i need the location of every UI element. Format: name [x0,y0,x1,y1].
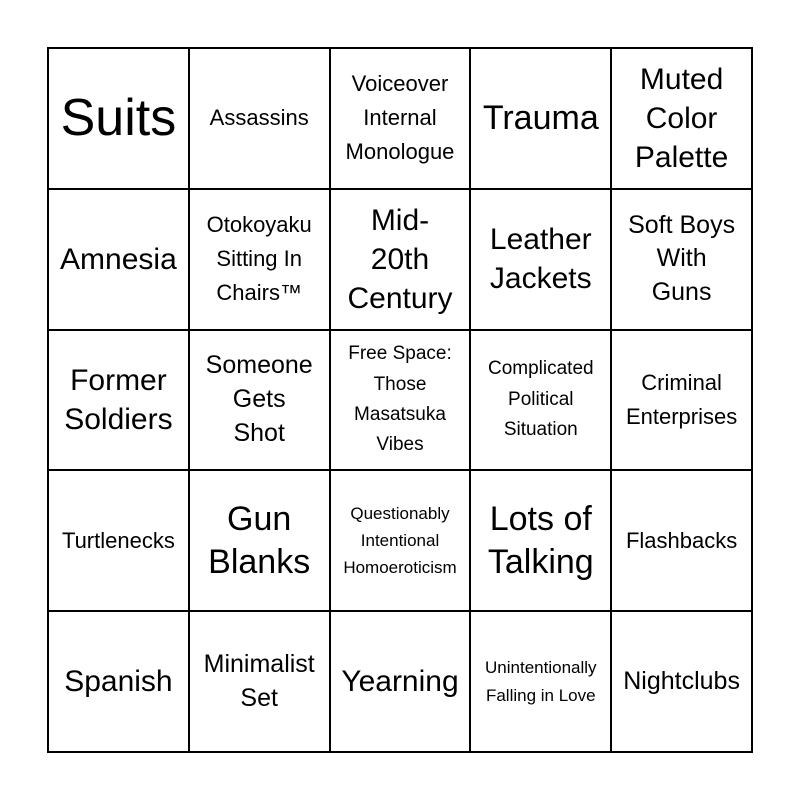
bingo-cell[interactable]: Assassins [189,48,330,189]
bingo-cell[interactable]: Amnesia [48,189,189,330]
bingo-cell[interactable]: Questionably Intentional Homoeroticism [330,470,471,611]
bingo-cell[interactable]: Muted Color Palette [611,48,752,189]
bingo-cell[interactable]: Someone Gets Shot [189,330,330,471]
bingo-cell[interactable]: Leather Jackets [470,189,611,330]
bingo-cell[interactable]: Mid- 20th Century [330,189,471,330]
bingo-cell[interactable]: Flashbacks [611,470,752,611]
bingo-cell[interactable]: Suits [48,48,189,189]
bingo-cell[interactable]: Turtlenecks [48,470,189,611]
bingo-board [47,47,753,753]
bingo-cell[interactable]: Trauma [470,48,611,189]
bingo-cell[interactable]: Spanish [48,611,189,752]
bingo-cell[interactable]: Gun Blanks [189,470,330,611]
bingo-cell[interactable]: Lots of Talking [470,470,611,611]
bingo-cell[interactable]: Unintentionally Falling in Love [470,611,611,752]
bingo-cell[interactable]: Former Soldiers [48,330,189,471]
bingo-cell[interactable]: Soft Boys With Guns [611,189,752,330]
bingo-cell[interactable]: Nightclubs [611,611,752,752]
bingo-cell[interactable]: Voiceover Internal Monologue [330,48,471,189]
bingo-cell[interactable]: Complicated Political Situation [470,330,611,471]
bingo-cell[interactable]: Minimalist Set [189,611,330,752]
free-space-cell[interactable]: Free Space: Those Masatsuka Vibes [330,330,471,471]
bingo-cell[interactable]: Criminal Enterprises [611,330,752,471]
bingo-cell[interactable]: Otokoyaku Sitting In Chairs™ [189,189,330,330]
bingo-cell[interactable]: Yearning [330,611,471,752]
